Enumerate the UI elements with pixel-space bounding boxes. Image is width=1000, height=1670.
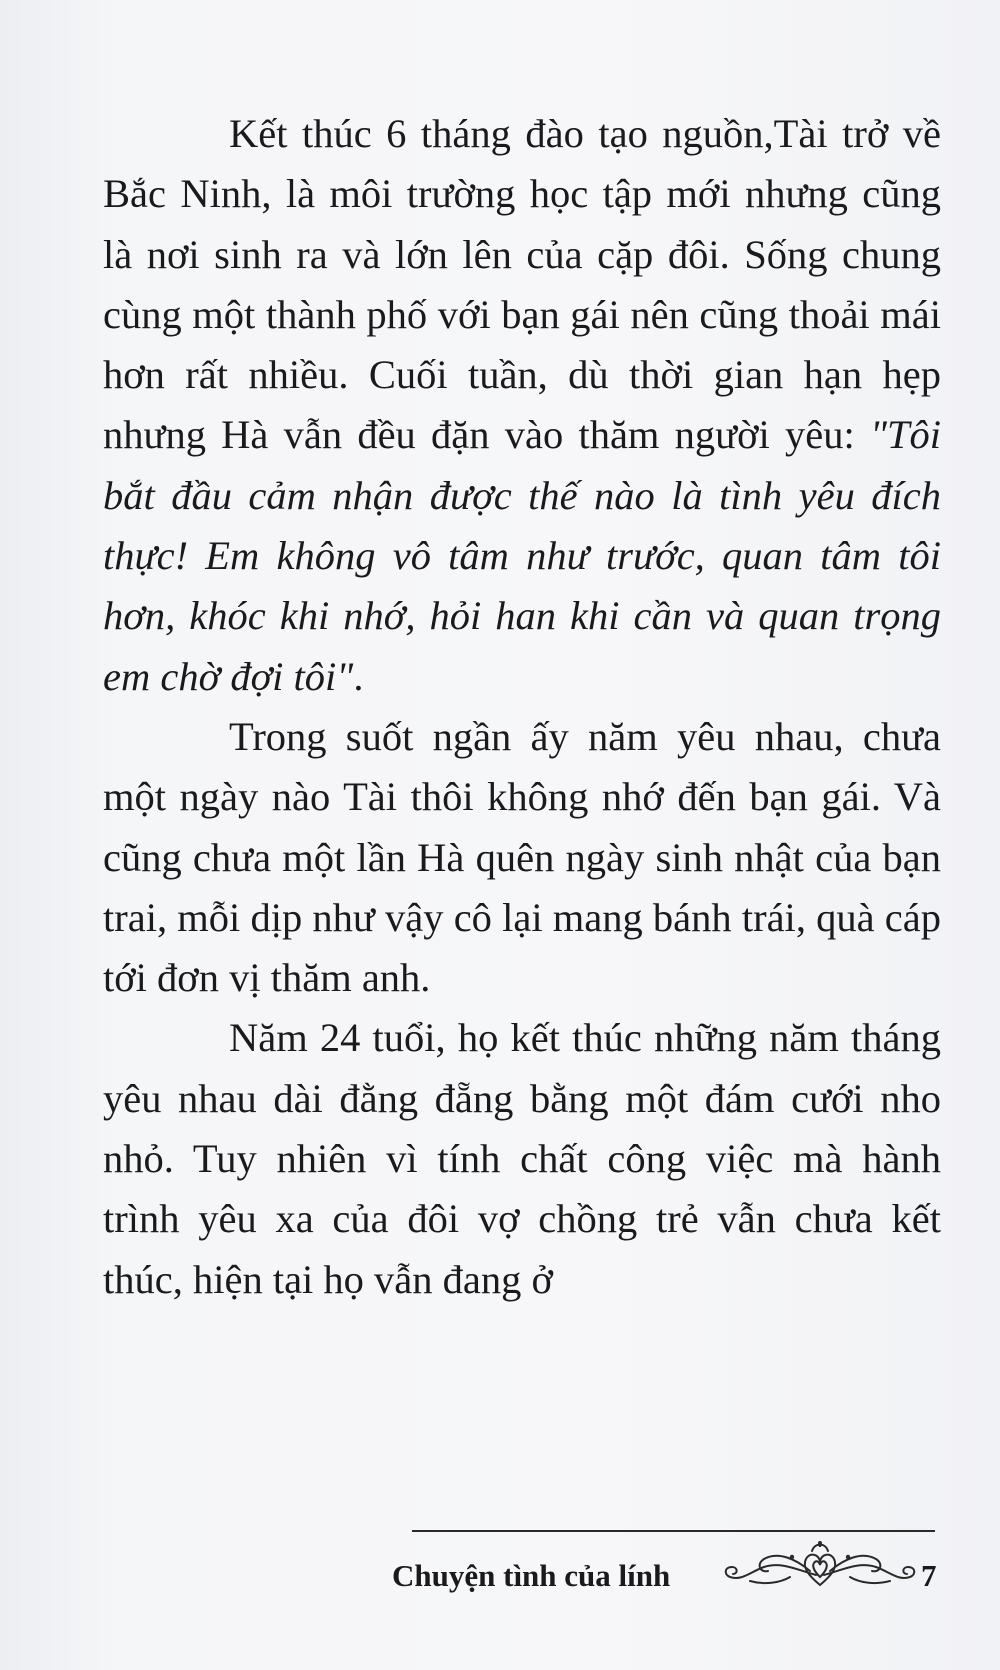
- body-text: [103, 104, 941, 1310]
- paragraph-1-end: .: [353, 653, 364, 699]
- paragraph-3: Năm 24 tuổi, họ kết thúc những năm tháng yêu nhau dài đằng đẵng bằng một đám cưới nho nhỏ. Tuy nhiên vì tính chất công việc mà hành trình yêu xa của đôi vợ chồng trẻ vẫn chưa kết thúc, hiện tại họ vẫn đang ở: [103, 1015, 941, 1302]
- footer-rule: [412, 1530, 935, 1532]
- paragraph-2: Trong suốt ngần ấy năm yêu nhau, chưa một ngày nào Tài thôi không nhớ đến bạn gái. Và cũng chưa một lần Hà quên ngày sinh nhật của bạn trai, mỗi dịp như vậy cô lại mang bánh trái, quà cáp tới đơn vị thăm anh.: [103, 713, 941, 1001]
- footer-book-title: Chuyện tình của lính: [392, 1558, 671, 1593]
- paragraph-1: [103, 104, 941, 707]
- paragraph-1-text: Kết thúc 6 tháng đào tạo nguồn,Tài trở về Bắc Ninh, là môi trường học tập mới nhưng cũng là nơi sinh ra và lớn lên của cặp đôi. Sống chung cùng một thành phố với bạn gái nên cũng thoải mái hơn rất nhiều. Cuối tuần, dù thời gian hạn hẹp nhưng Hà vẫn đều đặn vào thăm người yêu:: [103, 111, 941, 458]
- page-number: 7: [921, 1558, 937, 1593]
- paragraph-1-quote: "Tôi bắt đầu cảm nhận được thế nào là tình yêu đích thực! Em không vô tâm như trước, quan tâm tôi hơn, khóc khi nhớ, hỏi han khi cần và quan trọng em chờ đợi tôi": [103, 412, 941, 699]
- scroll-heart-ornament-icon: [720, 1537, 920, 1595]
